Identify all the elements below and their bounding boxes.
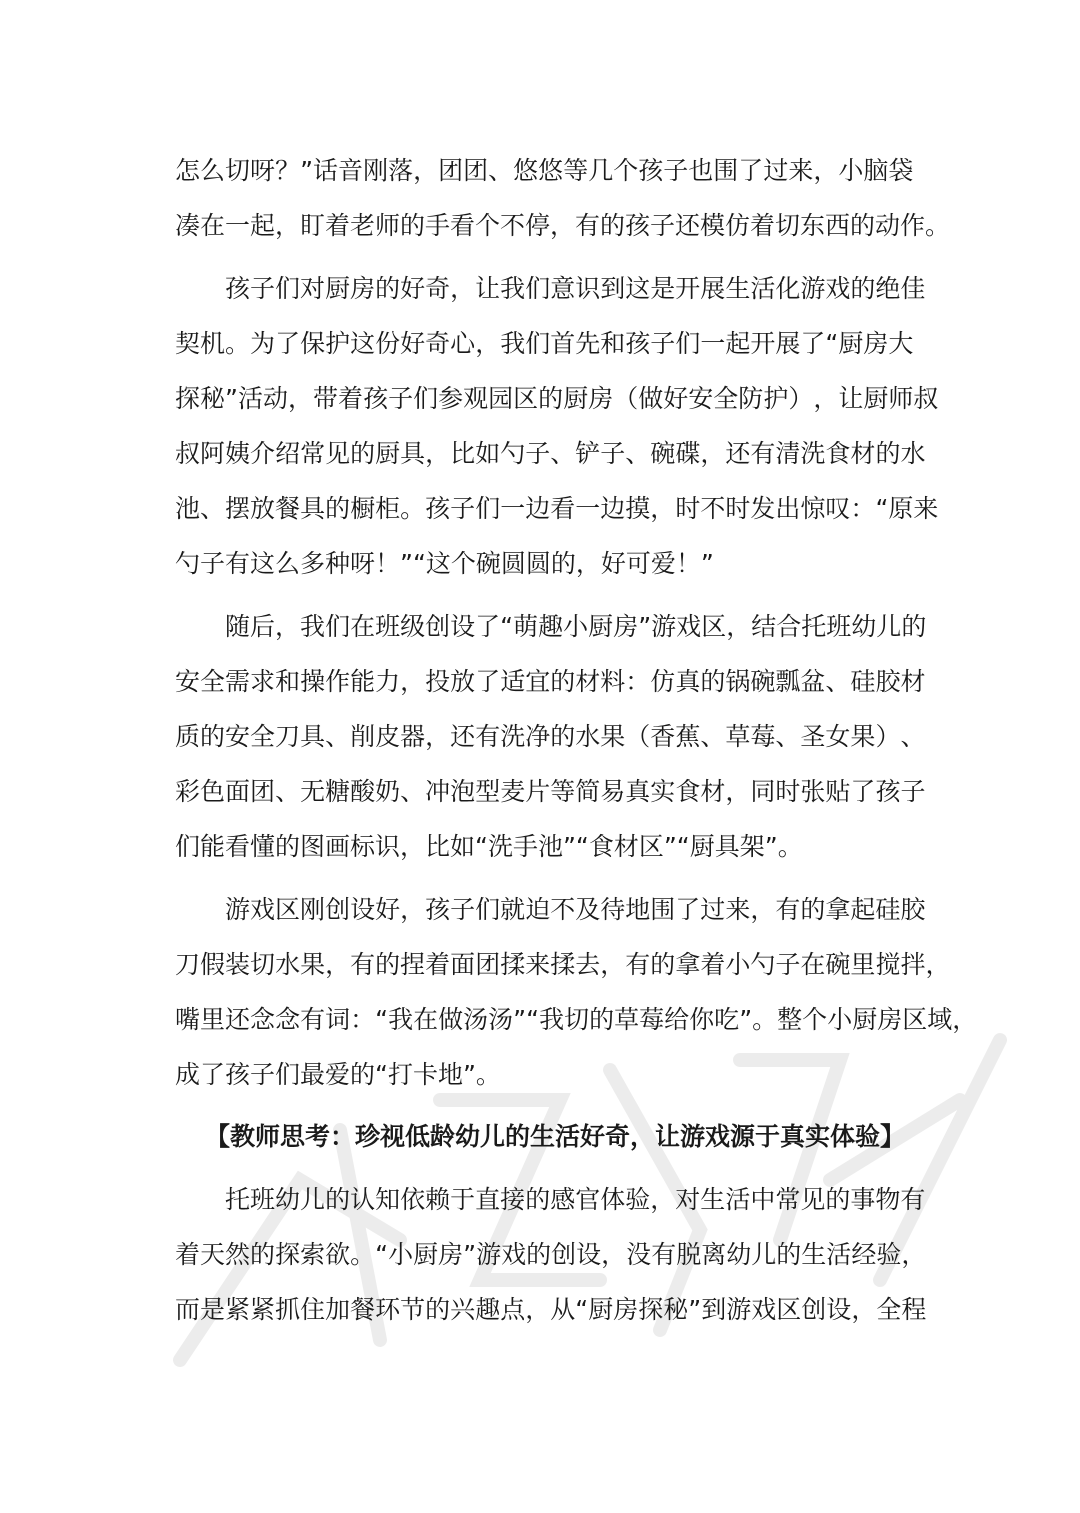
text-line: 凑在一起，盯着老师的手看个不停，有的孩子还模仿着切东西的动作。	[175, 211, 951, 240]
text-line: 安 全 需 求 和 操 作 能 力 ， 投 放 了 适 宜 的 材 料 ： 仿 真 的 锅 碗 瓢 盆 、 硅 胶 材	[175, 667, 926, 696]
text-line: 探 秘 ” 活 动 ， 带 着 孩 子 们 参 观 园 区 的 厨 房 （ 做 好 安 全 防 护 ） ， 让 厨 师 叔	[175, 384, 939, 413]
text-line: 池 、 摆 放 餐 具 的 橱 柜 。 孩 子 们 一 边 看 一 边 摸 ， 时 不 时 发 出 惊 叹 ： “ 原 来	[175, 494, 939, 523]
text-line: 怎 么 切 呀 ？ ” 话 音 刚 落 ， 团 团 、 悠 悠 等 几 个 孩 子 也 围 了 过 来 ， 小 脑 袋	[175, 156, 914, 185]
text-line: 勺子有这么多种呀！”“这个碗圆圆的，好可爱！”	[175, 549, 714, 578]
text-line: 随 后 ， 我 们 在 班 级 创 设 了 “ 萌 趣 小 厨 房 ” 游 戏 区 ， 结 合 托 班 幼 儿 的	[225, 612, 927, 641]
text-line: 彩 色 面 团 、 无 糖 酸 奶 、 冲 泡 型 麦 片 等 简 易 真 实 食 材 ， 同 时 张 贴 了 孩 子	[175, 777, 926, 806]
section-heading: 【教师思考：珍视低龄幼儿的生活好奇，让游戏源于真实体验】	[204, 1122, 905, 1151]
text-line: 游 戏 区 刚 创 设 好 ， 孩 子 们 就 迫 不 及 待 地 围 了 过 来 ， 有 的 拿 起 硅 胶	[225, 895, 926, 924]
text-line: 嘴 里 还 念 念 有 词 ： “ 我 在 做 汤 汤 ” “ 我 切 的 草 莓 给 你 吃 ” 。 整 个 小 厨 房 区 域 ，	[175, 1005, 978, 1034]
text-line: 托 班 幼 儿 的 认 知 依 赖 于 直 接 的 感 官 体 验 ， 对 生 活 中 常 见 的 事 物 有	[225, 1185, 926, 1214]
text-line: 成了孩子们最爱的“打卡地”。	[175, 1060, 501, 1089]
text-line: 们能看懂的图画标识，比如“洗手池”“食材区”“厨具架”。	[175, 832, 803, 861]
text-line: 着 天 然 的 探 索 欲 。 “ 小 厨 房 ” 游 戏 的 创 设 ， 没 有 脱 离 幼 儿 的 生 活 经 验 ，	[175, 1240, 927, 1269]
text-line: 契 机 。 为 了 保 护 这 份 好 奇 心 ， 我 们 首 先 和 孩 子 们 一 起 开 展 了 “ 厨 房 大	[175, 329, 914, 358]
text-line: 叔 阿 姨 介 绍 常 见 的 厨 具 ， 比 如 勺 子 、 铲 子 、 碗 碟 ， 还 有 清 洗 食 材 的 水	[175, 439, 926, 468]
text-line: 孩 子 们 对 厨 房 的 好 奇 ， 让 我 们 意 识 到 这 是 开 展 生 活 化 游 戏 的 绝 佳	[225, 274, 926, 303]
text-line: 刀 假 装 切 水 果 ， 有 的 捏 着 面 团 揉 来 揉 去 ， 有 的 拿 着 小 勺 子 在 碗 里 搅 拌 ，	[175, 950, 951, 979]
text-line: 质 的 安 全 刀 具 、 削 皮 器 ， 还 有 洗 净 的 水 果 （ 香 蕉 、 草 莓 、 圣 女 果 ） 、	[175, 722, 926, 751]
text-line: 而 是 紧 紧 抓 住 加 餐 环 节 的 兴 趣 点 ， 从 “ 厨 房 探 秘 ” 到 游 戏 区 创 设 ， 全 程	[175, 1295, 927, 1324]
